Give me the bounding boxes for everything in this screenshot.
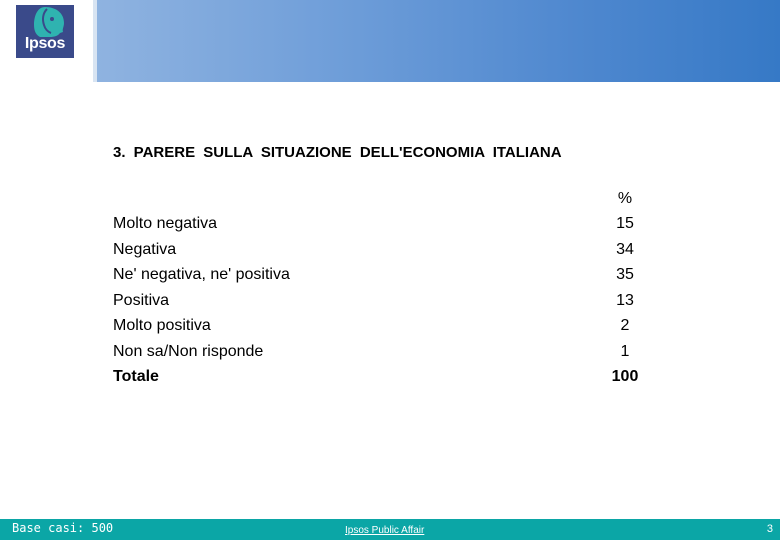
header-band [97,0,780,82]
table-row [113,211,653,237]
page-number: 3 [766,523,773,535]
logo-area [0,0,93,82]
row-value: 13 [616,291,634,309]
table-row [113,339,653,365]
ipsos-logo [16,5,74,58]
row-label: Ne' negativa, ne' positiva [113,266,290,283]
total-row [113,364,653,390]
total-label: Totale [113,368,159,385]
results-table [113,211,653,390]
footer-bar [0,519,780,540]
base-cases: Base casi: 500 [12,521,114,535]
row-value: 34 [616,240,634,258]
total-value: 100 [611,368,639,385]
row-label: Non sa/Non risponde [113,342,264,360]
row-label: Molto positiva [113,317,211,334]
row-value: 2 [620,317,630,334]
percent-column-header: % [617,190,633,207]
row-label: Molto negativa [113,215,218,232]
slide-title: 3. PARERE SULLA SITUAZIONE DELL'ECONOMIA ITALIANA [113,144,562,161]
row-label: Positiva [113,291,170,309]
table-row [113,288,653,314]
row-value: 35 [616,266,634,283]
table-row [113,313,653,339]
table-row [113,262,653,288]
company-link[interactable]: Ipsos Public Affair [345,525,425,536]
row-label: Negativa [113,240,177,258]
logo-text: Ipsos [24,35,66,52]
row-value: 1 [620,342,630,360]
row-value: 15 [616,215,634,232]
table-row [113,237,653,263]
